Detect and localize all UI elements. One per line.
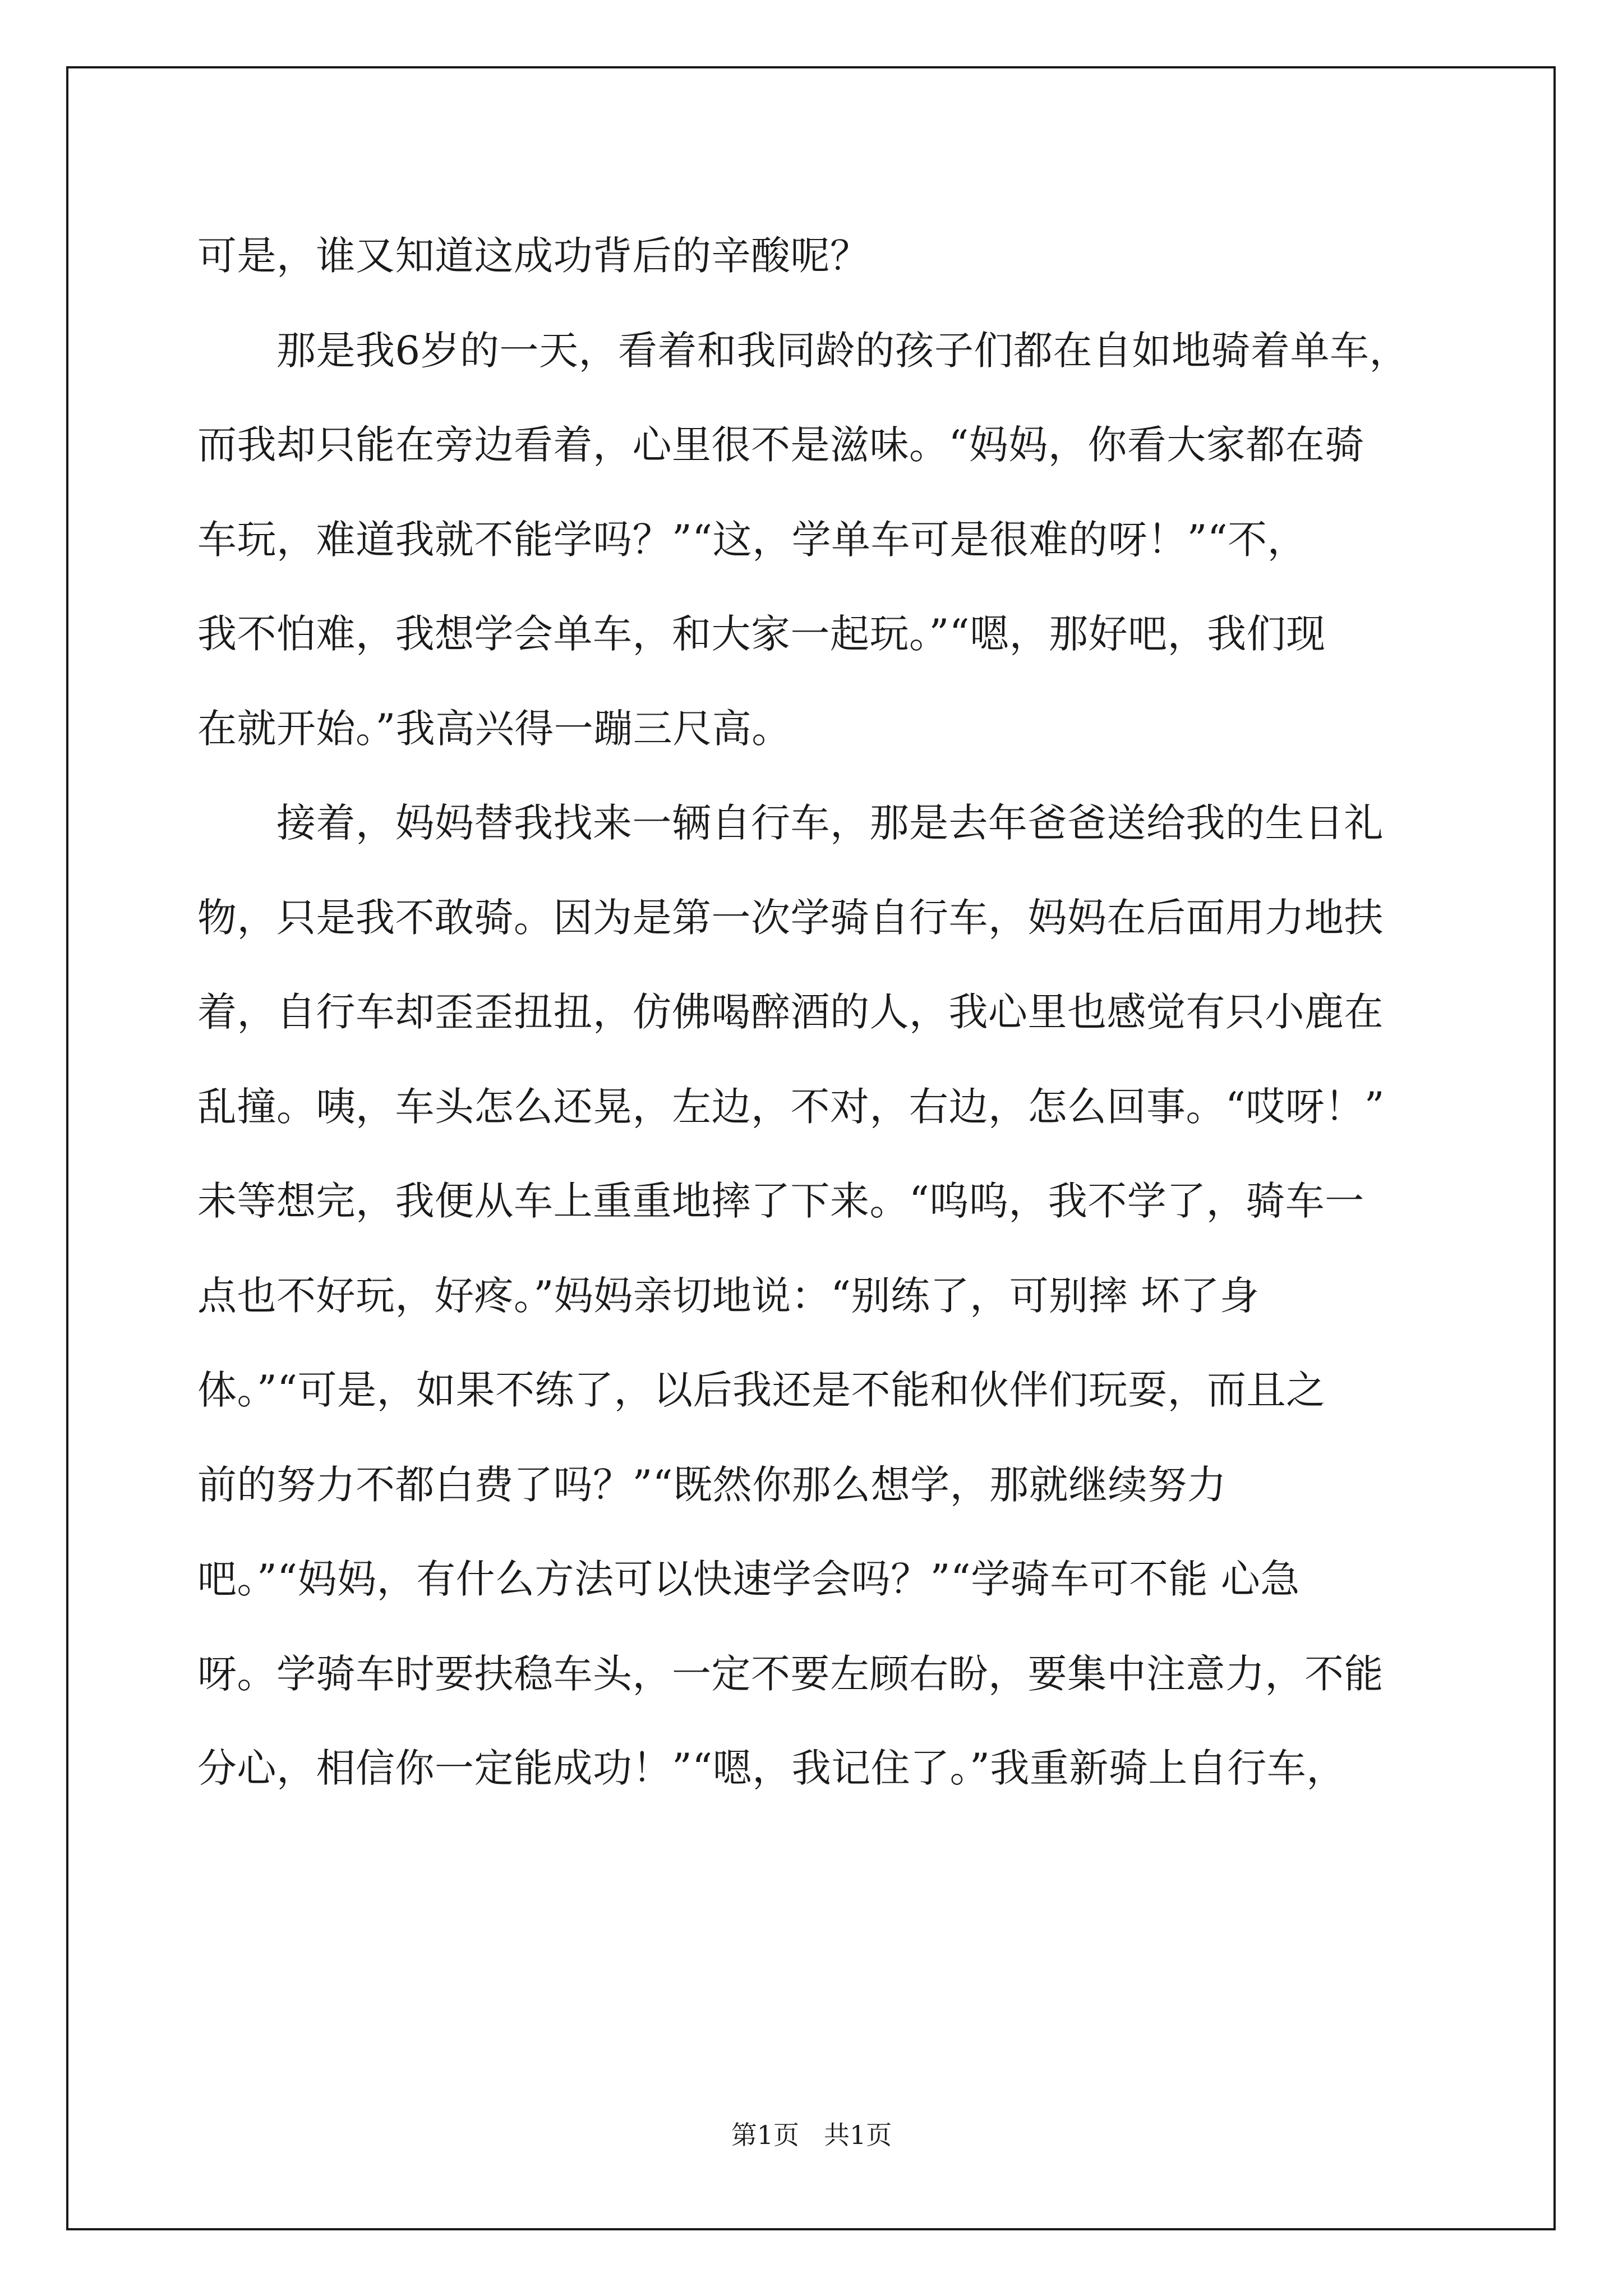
text-line: 着，自行车却歪歪扭扭，仿佛喝醉酒的人，我心里也感觉有只小鹿在 [197,989,1384,1035]
text-line: 接着，妈妈替我找来一辆自行车，那是去年爸爸送给我的生日礼 [197,800,1384,846]
text-line: 呀。学骑车时要扶稳车头，一定不要左顾右盼，要集中注意力，不能 [197,1650,1384,1697]
text-line: 吧。”“妈妈，有什么方法可以快速学会吗？”“学骑车可不能 心急 [197,1556,1300,1602]
text-line: 未等想完，我便从车上重重地摔了下来。“呜呜，我不学了，骑车一 [197,1178,1364,1224]
text-line: 乱撞。咦，车头怎么还晃，左边，不对，右边，怎么回事。“哎呀！” [197,1083,1385,1130]
text-line: 那是我6岁的一天，看着和我同龄的孩子们都在自如地骑着单车， [197,327,1409,374]
document-body [197,209,1431,1816]
page-footer [0,2115,1623,2152]
text-line: 分心，相信你一定能成功！”“嗯，我记住了。”我重新骑上自行车， [197,1745,1346,1791]
text-line: 可是，谁又知道这成功背后的辛酸呢？ [197,233,870,279]
text-line: 点也不好玩，好疼。”妈妈亲切地说：“别练了，可别摔 坏了身 [197,1272,1260,1319]
page-total: 共1页 [824,2120,892,2150]
text-line: 而我却只能在旁边看着，心里很不是滋味。“妈妈，你看大家都在骑 [197,422,1364,468]
text-line: 物，只是我不敢骑。因为是第一次学骑自行车，妈妈在后面用力地扶 [197,894,1384,941]
text-line: 我不怕难，我想学会单车，和大家一起玩。”“嗯，那好吧，我们现 [197,611,1326,657]
page-number: 第1页 [731,2120,799,2150]
text-line: 车玩，难道我就不能学吗？”“这，学单车可是很难的呀！”“不， [197,516,1307,563]
text-line: 在就开始。”我高兴得一蹦三尺高。 [197,705,791,752]
text-line: 体。”“可是，如果不练了，以后我还是不能和伙伴们玩耍，而且之 [197,1367,1326,1413]
text-line: 前的努力不都白费了吗？”“既然你那么想学，那就继续努力 [197,1461,1227,1508]
